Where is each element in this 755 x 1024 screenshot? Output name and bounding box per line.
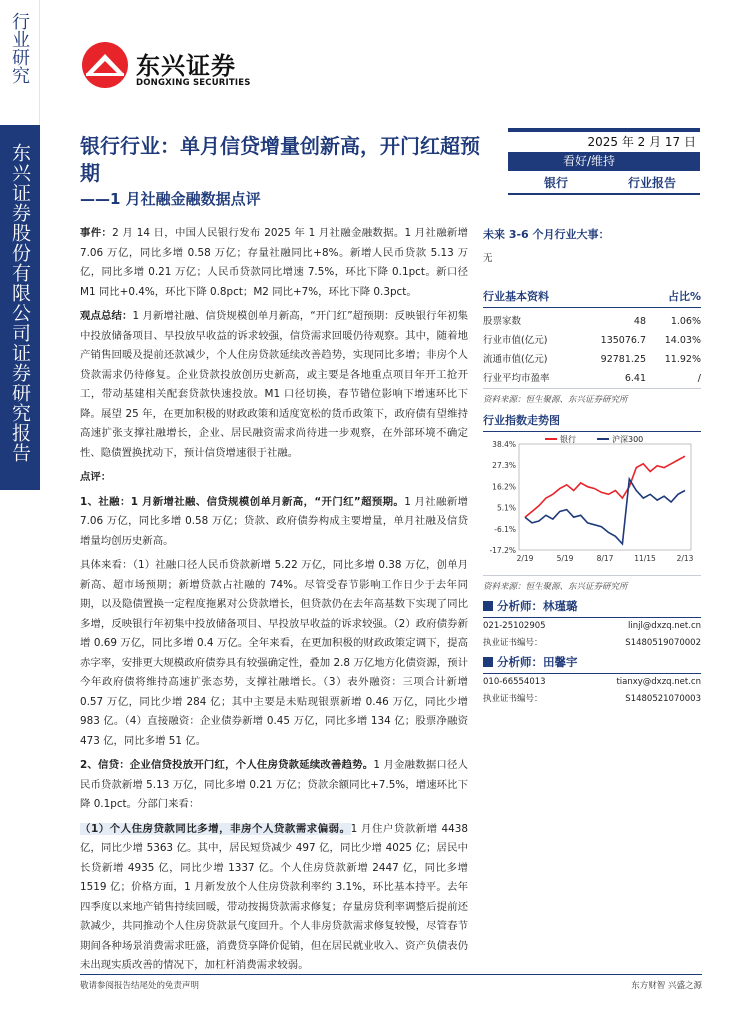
- basic-cell-v2: 11.92%: [664, 354, 701, 365]
- analyst-2: [483, 654, 701, 708]
- chart-title: 行业指数走势图: [483, 414, 560, 427]
- basic-row: [483, 350, 701, 369]
- basic-cell-v1: 135076.7: [600, 335, 646, 346]
- section1-text: 1 月社融新增 7.06 万亿，同比多增 0.58 万亿；贷款、政府债券构成主要增量，单月社融及信贷增量均创历史新高。: [80, 495, 468, 547]
- y-tick-label: -6.1%: [494, 524, 516, 534]
- section2-text: 1 月金融数据口径人民币贷款新增 5.13 万亿，同比多增 0.21 万亿；贷款余额同比+7.5%，增速环比下降 0.1pct。分部门来看：: [80, 759, 468, 810]
- section1-paragraph: [80, 493, 468, 552]
- footer-disclaimer: 敬请参阅报告结尾处的免责声明: [80, 981, 200, 991]
- basic-cell-k: 行业市值(亿元): [483, 335, 548, 346]
- footer: [80, 974, 702, 991]
- basic-cell-k: 流通市值(亿元): [483, 354, 548, 365]
- analyst-1-lic: S1480519070002: [625, 638, 701, 648]
- analyst-1-contact: [483, 618, 701, 635]
- basic-header: [483, 288, 701, 304]
- basic-row: [483, 312, 701, 331]
- basic-cell-v2: 14.03%: [664, 335, 701, 346]
- analyst-1-title: [483, 598, 701, 614]
- legend-label: 银行: [560, 435, 576, 444]
- events-value: 无: [483, 253, 493, 264]
- event-paragraph: [80, 224, 468, 302]
- basic-cell-v1: 6.41: [624, 373, 646, 384]
- square-icon: [483, 601, 493, 611]
- right-column: [483, 226, 701, 708]
- section2-heading: 2、信贷：企业信贷投放开门红，个人住房贷款延续改善趋势。: [80, 759, 374, 771]
- detail-paragraph: 具体来看：（1）社融口径人民币贷款新增 5.22 万亿，同比多增 0.38 万亿，创单月新高、超市场预期；新增贷款占社融的 74%。尽管受春节影响工作日少于去年同期，以及隐债置换一定程度拖累对公贷款增长，但贷款仍在去年高基数下实现了同比多增，反映银行年初集中投放储备项目、早投放早收益的诉求较强。（2）政府债券新增 0.69 万亿，同比多增 0.4 万亿。全年来看，在更加积极的财政政策定调下，提高赤字率，安排更大规模政府债券具有较强确定性，叠加 2.8 万亿地方化债资源，预计今年政府债将维持高速扩张态势，支撑社融增长。（3）表外融资：三项合计新增 0.57 万亿，同比少增 284 亿；其中主要是未贴现银票新增 0.46 万亿，同比少增 983 亿。（4）直接融资：企业债券新增 0.45 万亿，同比多增 134 亿；股票净融资 473 亿，同比多增 51 亿。: [80, 559, 468, 747]
- basic-cell-k: 股票家数: [483, 316, 522, 327]
- analyst-2-title: [483, 654, 701, 670]
- analyst-1-name: 分析师：林瑾璐: [497, 599, 578, 613]
- basic-row: [483, 331, 701, 350]
- analyst-2-license: [483, 691, 701, 708]
- report-subtitle: ——1 月社融金融数据点评: [80, 190, 261, 208]
- chart-bottom-rule: [483, 575, 701, 576]
- logo-en: DONGXING SECURITIES: [136, 78, 251, 88]
- y-tick-label: 5.1%: [496, 503, 516, 513]
- analyst-2-phone: 010-66554013: [483, 677, 546, 687]
- x-tick-label: 8/17: [596, 554, 614, 563]
- analyst-1-phone: 021-25102905: [483, 621, 546, 631]
- analyst-2-lic-label: 执业证书编号：: [483, 694, 543, 704]
- footer-slogan: 东方财智 兴盛之源: [631, 981, 702, 991]
- analyst-2-contact: [483, 674, 701, 691]
- logo-cn: 东兴证券: [136, 52, 236, 80]
- tag-industry: 银行: [543, 176, 568, 190]
- analyst-1-email: linjl@dxzq.net.cn: [627, 621, 701, 631]
- logo-mark-icon: [80, 40, 130, 90]
- basic-bottom-rule: [483, 388, 701, 389]
- basic-cell-v2: 1.06%: [670, 316, 701, 327]
- y-tick-label: -17.2%: [489, 546, 516, 555]
- summary-text: 1 月新增社融、信贷规模创单月新高，“开门红”超预期：反映银行年初集中投放储备项目、早投放早收益的诉求较强，信贷需求回暖仍待观察。其中，随着地产销售回暖及提前还款减少，个人住房贷款延续改善趋势，实现同比多增；非房个人贷款需求仍待修复。企业贷款投放创历史新高，或主要是各地重点项目年开工抢开工，带动基建相关配套贷款快速投放。M1 口径切换，春节错位影响下增速环比下降。展望 25 年，在更加积极的财政政策和适度宽松的货币政策下，政府债有望维持高速扩张支撑社融增长，企业、居民融资需求尚待进一步观察，在外部环境不确定性、隐债置换扰动下，预计信贷增速很于社融。: [80, 310, 468, 459]
- source-note-2: 资料来源：恒生聚源、东兴证券研究所: [483, 582, 628, 592]
- main-text: [80, 224, 468, 981]
- basic-cell-v1: 48: [633, 316, 646, 327]
- x-tick-label: 11/15: [634, 554, 656, 563]
- event-label: 事件：: [80, 227, 113, 239]
- sidebar-top: [0, 0, 40, 125]
- mortgage-text: 1 月住户贷款新增 4438 亿，同比少增 5363 亿。其中，居民短贷减少 497 亿，同比少增 4025 亿；居民中长贷新增 4935 亿，同比少增 1337 亿。个人住房贷款新增 2447 亿，同比多增 1519 亿；价格方面，1 月新发放个人住房贷款利率约 3.1%，环比基本持平。去年四季度以来地产销售持续回暖，带动按揭贷款需求修复；存量房贷利率调整后提前还款减少，共同推动个人住房贷款景气度回升。个人非房贷款需求修复较慢，尽管春节期间各种场景消费需求旺盛，消费贷享降价促销，但在居民就业收入、资产负债表仍未出现实质改善的情况下，加杠杆消费需求较弱。: [80, 822, 468, 971]
- basic-cell-v1: 92781.25: [600, 354, 646, 365]
- summary-paragraph: [80, 307, 468, 463]
- x-tick-label: 2/19: [516, 554, 534, 563]
- report-title: 银行行业：单月信贷增量创新高，开门红超预期: [80, 134, 480, 185]
- basic-cell-v2: /: [697, 373, 701, 384]
- mortgage-paragraph: [80, 820, 468, 976]
- tag-type: 行业报告: [627, 176, 676, 190]
- info-bottom-bar: [508, 193, 700, 195]
- x-tick-label: 5/19: [556, 554, 574, 563]
- analyst-1-license: [483, 635, 701, 652]
- summary-label: 观点总结：: [80, 310, 133, 322]
- analyst-2-lic: S1480521070003: [625, 694, 701, 704]
- event-text: 2 月 14 日，中国人民银行发布 2025 年 1 月社融金融数据。1 月社融新增 7.06 万亿，同比多增 0.58 万亿；存量社融同比+8%。新增人民币贷款 5.13 万亿，同比多增 0.21 万亿；人民币贷款同比增速 7.5%，环比下降 0.1pct。新口径 M1 同比+0.4%，环比下降 0.8pct；M2 同比+7%，环比下降 0.3pct。: [80, 227, 469, 298]
- basic-table: [483, 312, 701, 388]
- analyst-2-email: tianxy@dxzq.net.cn: [616, 677, 701, 687]
- info-tags: [508, 173, 700, 193]
- basic-row: [483, 369, 701, 388]
- basic-share: 占比%: [667, 290, 701, 303]
- rating-badge: 看好/维持: [508, 152, 700, 171]
- company-logo: [80, 40, 280, 95]
- analyst-1-lic-label: 执业证书编号：: [483, 638, 543, 648]
- legend-label: 沪深300: [612, 435, 644, 444]
- basic-title: 行业基本资料: [483, 290, 549, 303]
- y-tick-label: 38.4%: [492, 440, 516, 449]
- sidebar-bar: [0, 125, 40, 490]
- basic-rule: [483, 307, 701, 308]
- y-tick-label: 27.3%: [492, 461, 516, 471]
- section2-paragraph: [80, 756, 468, 815]
- basic-cell-k: 行业平均市盈率: [483, 373, 550, 384]
- series-line-1: [525, 479, 685, 544]
- square-icon: [483, 657, 493, 667]
- section1-heading: 1、社融：1 月新增社融、信贷规模创单月新高，“开门红”超预期。: [80, 495, 405, 508]
- comment-label: 点评：: [80, 471, 112, 483]
- report-date: 2025 年 2 月 17 日: [587, 135, 696, 149]
- side-bar-label: 东兴证券股份有限公司证券研究报告: [9, 143, 31, 463]
- y-tick-label: 16.2%: [492, 482, 516, 492]
- analyst-2-name: 分析师：田馨宇: [497, 655, 578, 669]
- info-box: [508, 128, 700, 195]
- x-tick-label: 2/13: [676, 554, 694, 563]
- analyst-1: [483, 598, 701, 652]
- side-top-label: 行业研究: [9, 12, 30, 84]
- source-note-1: 资料来源：恒生聚源、东兴证券研究所: [483, 395, 628, 405]
- mortgage-heading: （1）个人住房贷款同比多增，非房个人贷款需求偏弱。: [80, 822, 351, 835]
- index-chart: [483, 432, 701, 572]
- series-line-0: [525, 456, 685, 517]
- events-title: 未来 3-6 个月行业大事：: [483, 228, 610, 241]
